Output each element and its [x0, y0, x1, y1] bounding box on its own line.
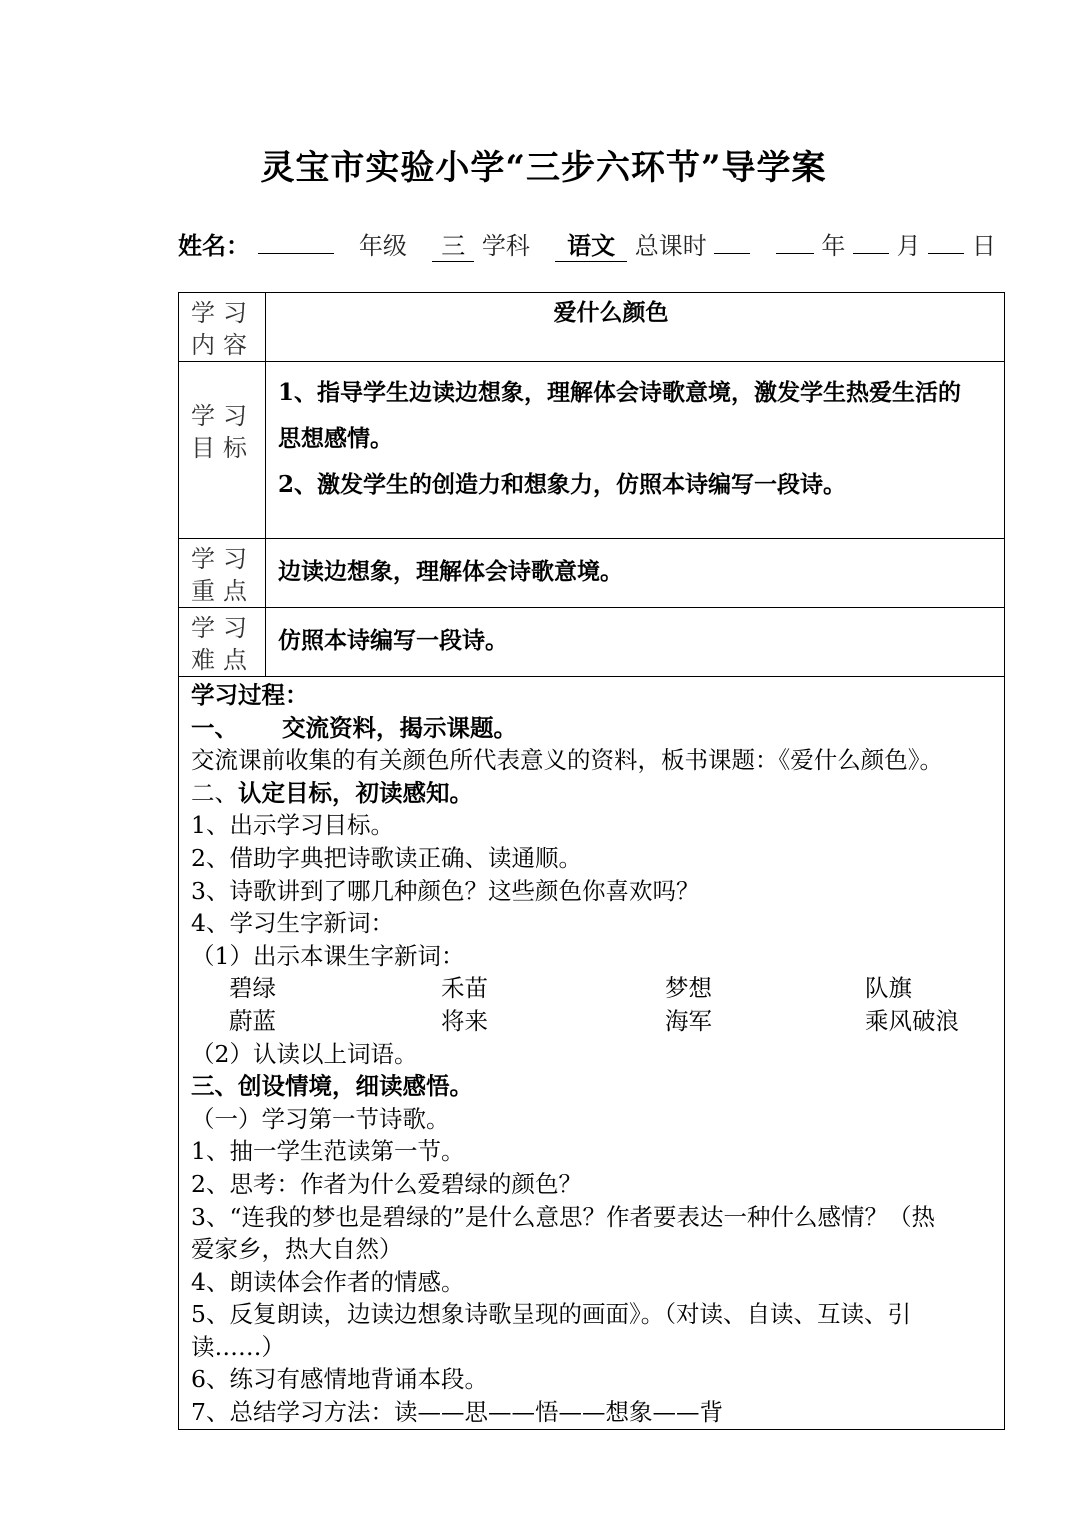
- goal-row: [179, 362, 1005, 539]
- grade-field[interactable]: 三: [432, 231, 474, 262]
- word: 海军: [665, 1006, 712, 1035]
- difficulty-label: 学习难点: [179, 608, 266, 677]
- page-title: 灵宝市实验小学“三步六环节”导学案: [260, 148, 827, 188]
- section-1-title: 交流资料，揭示课题。: [282, 713, 517, 742]
- section-2-item-4-1: （1）出示本课生字新词：: [191, 941, 465, 970]
- word: 禾苗: [441, 974, 488, 1003]
- grade-label: 年级: [358, 232, 407, 260]
- word: 队旗: [865, 974, 912, 1003]
- year-label: 年: [821, 232, 846, 260]
- goal-1-cont: 思想感情。: [278, 425, 393, 452]
- process-row: [179, 677, 1005, 1430]
- key-cell: [266, 539, 1005, 608]
- day-field[interactable]: [928, 253, 964, 254]
- lesson-plan-table: [178, 292, 1005, 1430]
- word: 将来: [441, 1006, 488, 1035]
- process-heading: 学习过程：: [191, 681, 309, 709]
- section-2-item-2: 2、借助字典把诗歌读正确、读通顺。: [191, 843, 582, 872]
- section-1-heading: [191, 712, 994, 745]
- subject-label: 学科: [481, 232, 530, 260]
- section-2-number: 二、: [191, 778, 238, 807]
- process-cell: [179, 677, 1005, 1430]
- goal-label: 学习目标: [179, 362, 266, 539]
- info-line: [178, 226, 996, 262]
- total-hours-field[interactable]: [714, 253, 750, 254]
- words-row-2: [191, 1005, 994, 1038]
- section-3-item-3: 3、“连我的梦也是碧绿的”是什么意思？作者要表达一种什么感情？（热: [191, 1202, 935, 1231]
- section-3-item-4: 4、朗读体会作者的情感。: [191, 1267, 465, 1296]
- section-3-item-7: 7、总结学习方法：读——思——悟——想象——背: [191, 1398, 723, 1427]
- word: 梦想: [665, 974, 712, 1003]
- key-text: 边读边想象，理解体会诗歌意境。: [278, 558, 623, 585]
- difficulty-text: 仿照本诗编写一段诗。: [278, 627, 508, 654]
- section-3-item-3-cont: 爱家乡，热大自然）: [191, 1235, 403, 1264]
- difficulty-cell: [266, 608, 1005, 677]
- year-field[interactable]: [776, 253, 814, 254]
- month-label: 月: [896, 232, 921, 260]
- section-2-item-3: 3、诗歌讲到了哪几种颜色？这些颜色你喜欢吗？: [191, 876, 700, 905]
- lesson-title: 爱什么颜色: [553, 299, 669, 326]
- day-label: 日: [971, 232, 996, 260]
- difficulty-row: [179, 608, 1005, 677]
- section-2-item-1: 1、出示学习目标。: [191, 811, 394, 840]
- section-3-item-5: 5、反复朗读，边读边想象诗歌呈现的画面》。（对读、自读、互读、引: [191, 1300, 911, 1329]
- section-2-item-4: 4、学习生字新词：: [191, 909, 394, 938]
- name-field[interactable]: [258, 253, 334, 254]
- name-label: 姓名：: [178, 231, 250, 260]
- section-2-heading: [191, 777, 994, 810]
- goal-2: 2、激发学生的创造力和想象力，仿照本诗编写一段诗。: [278, 471, 847, 498]
- content-label: 学习内容: [179, 293, 266, 362]
- key-label: 学习重点: [179, 539, 266, 608]
- section-2-title: 认定目标，初读感知。: [238, 778, 473, 807]
- section-3-item-1: 1、抽一学生范读第一节。: [191, 1137, 465, 1166]
- content-row: [179, 293, 1005, 362]
- section-3-item-2: 2、思考：作者为什么爱碧绿的颜色？: [191, 1169, 582, 1198]
- section-3-item-6: 6、练习有感情地背诵本段。: [191, 1365, 488, 1394]
- subject-field[interactable]: 语文: [555, 231, 627, 262]
- section-2-item-4-2: （2）认读以上词语。: [191, 1039, 418, 1068]
- content-cell: [266, 293, 1005, 362]
- section-3-sub: （一）学习第一节诗歌。: [191, 1104, 450, 1133]
- words-row-1: [191, 972, 994, 1005]
- word: 乘风破浪: [865, 1006, 959, 1035]
- word: 碧绿: [229, 974, 276, 1003]
- word: 蔚蓝: [229, 1006, 276, 1035]
- section-1-text: 交流课前收集的有关颜色所代表意义的资料，板书课题：《爱什么颜色》。: [191, 746, 943, 775]
- month-field[interactable]: [853, 253, 889, 254]
- section-1-number: 一、: [191, 713, 238, 742]
- key-row: [179, 539, 1005, 608]
- total-hours-label: 总课时: [634, 232, 707, 260]
- goal-cell: [266, 362, 1005, 539]
- section-3-heading: 三、创设情境，细读感悟。: [191, 1072, 473, 1101]
- section-3-item-5-cont: 读……）: [191, 1332, 285, 1361]
- goal-1: 1、指导学生边读边想象，理解体会诗歌意境，激发学生热爱生活的: [278, 379, 962, 406]
